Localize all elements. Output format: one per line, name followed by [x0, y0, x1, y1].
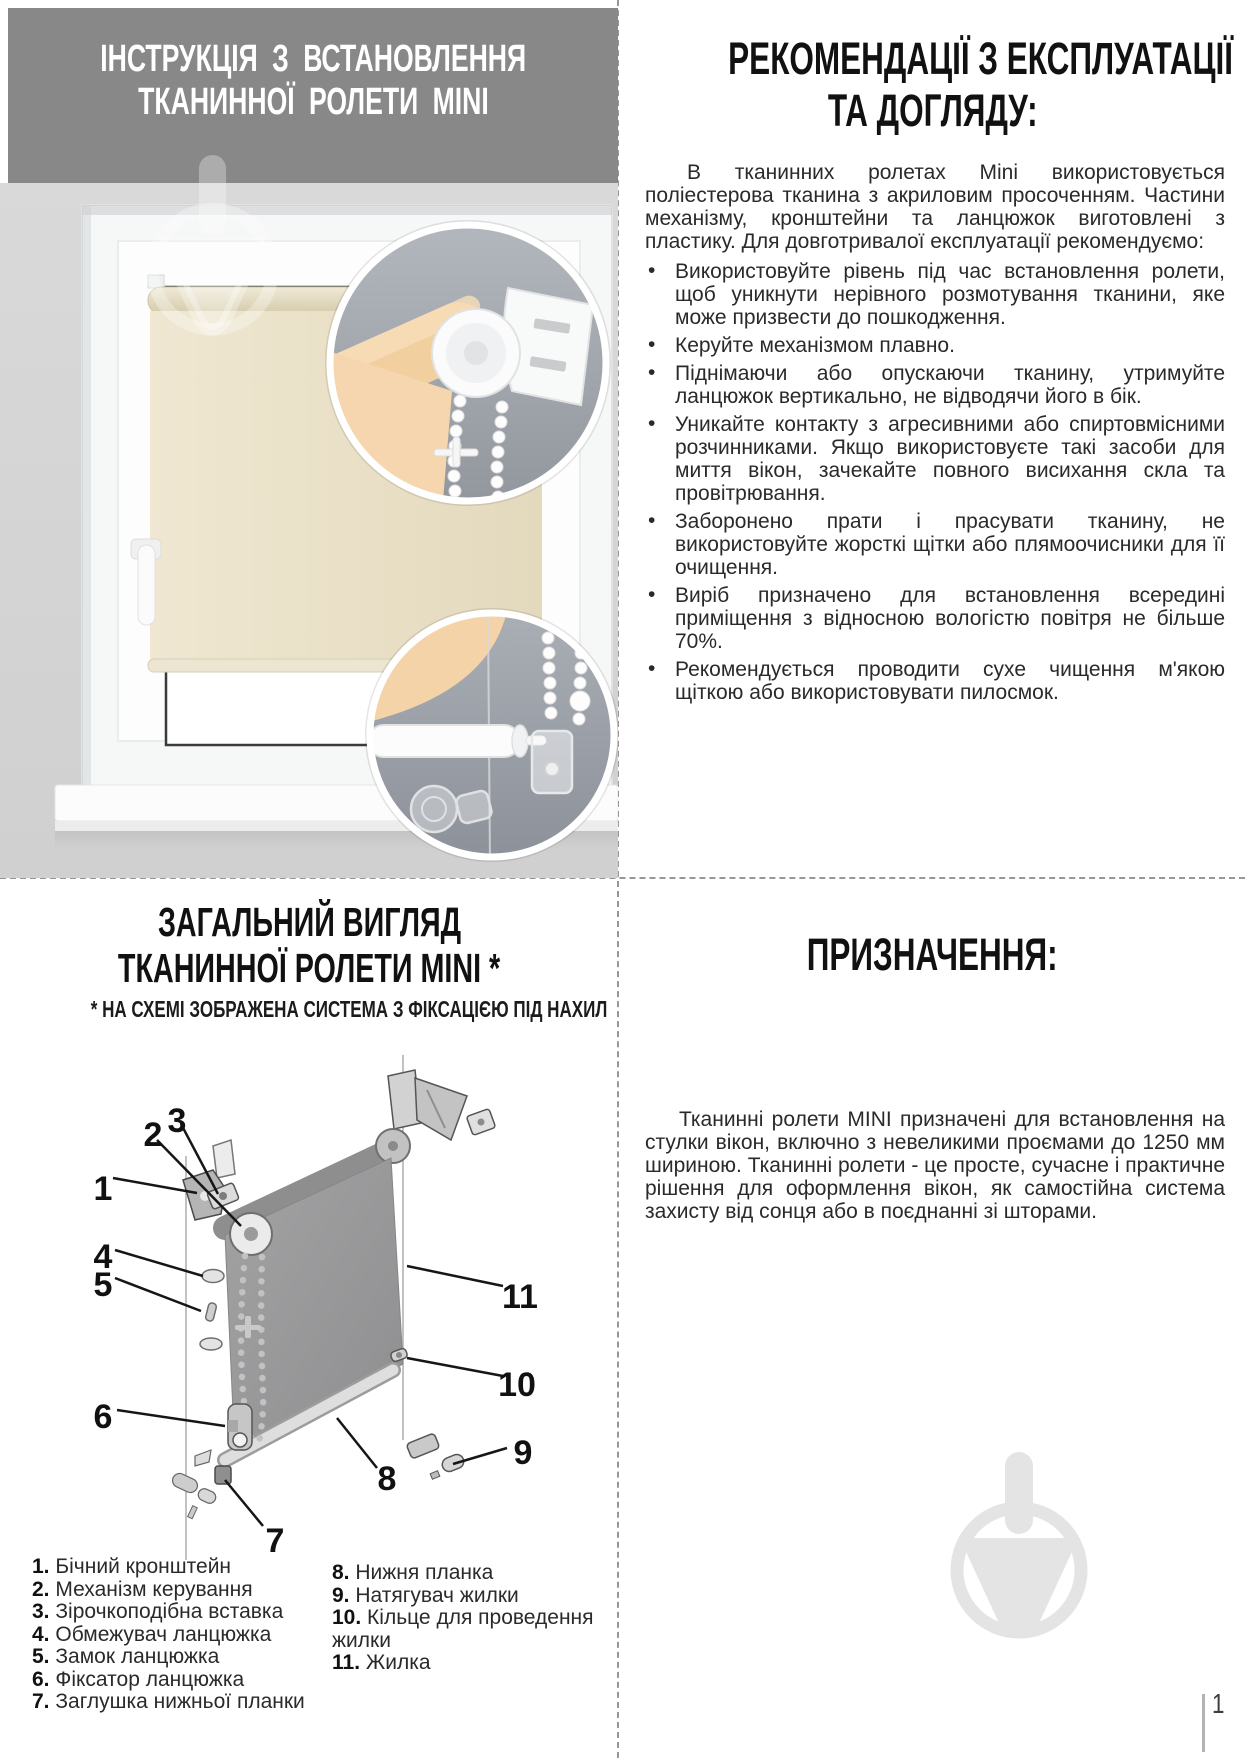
- overview-subtitle-wrap: [0, 996, 618, 1023]
- legend-item: [32, 1624, 328, 1647]
- legend-text: Замок ланцюжка: [55, 1645, 220, 1668]
- install-title-line2-wrap: [8, 81, 618, 124]
- callout-7: 7: [265, 1522, 285, 1560]
- bullet-text: Використовуйте рівень під час встановлення ролети, щоб уникнути нерівного розмотування тканини, яке може призвести до пошкодження.: [675, 259, 1225, 329]
- overview-title-line1-wrap: [0, 900, 618, 946]
- callout-4: 4: [93, 1238, 113, 1276]
- callout-11: 11: [502, 1278, 538, 1316]
- callout-9: 9: [513, 1434, 533, 1472]
- legend-num: 11.: [332, 1651, 361, 1674]
- chain-lock-part: [200, 1302, 222, 1350]
- side-bracket-right: [388, 1070, 496, 1140]
- purpose-title-wrap: [620, 930, 1245, 980]
- legend-num: 5.: [32, 1645, 50, 1668]
- chain-limiter-part: [202, 1270, 224, 1283]
- care-title-line2-wrap: [620, 86, 1245, 136]
- overview-title-line2: ТКАНИННОЇ РОЛЕТИ MINI *: [117, 944, 501, 991]
- callout-5: 5: [93, 1266, 113, 1304]
- bullet-icon: •: [648, 656, 656, 680]
- legend-num: 8.: [332, 1561, 350, 1584]
- general-view-section: [0, 878, 618, 1758]
- legend-item: [332, 1652, 594, 1675]
- bullet-text: Заборонено прати і прасувати тканину, не використовуйте жорсткі щітки або плямоочисники для її очищення.: [675, 509, 1225, 579]
- list-item: [645, 334, 1225, 357]
- care-title-line2: ТА ДОГЛЯДУ:: [827, 85, 1038, 137]
- purpose-paragraph: Тканинні ролети MINI призначені для встановлення на стулки вікон, включно з невеликими проємами до 1250 мм шириною. Тканинні ролети - це просте, сучасне і практичне рішення для оформлення вікон, як самостійна система захисту від сонця або в поєднанні зі шторами.: [645, 1108, 1225, 1224]
- legend-text: Бічний кронштейн: [55, 1555, 232, 1578]
- legend-num: 9.: [332, 1583, 350, 1607]
- list-item: [645, 584, 1225, 653]
- callout-10: 10: [498, 1366, 536, 1404]
- install-title-banner: [8, 8, 618, 183]
- care-title-line1-wrap: [620, 34, 1245, 84]
- bullet-icon: •: [648, 360, 656, 384]
- legend-item: [332, 1607, 594, 1652]
- callout-2: 2: [143, 1116, 163, 1154]
- bullet-text: Рекомендується проводити сухе чищення м'якою щіткою або використовувати пилосмок.: [675, 657, 1225, 704]
- bullet-icon: •: [648, 508, 656, 532]
- care-intro-paragraph: В тканинних ролетах Mini використовується поліестерова тканина з акриловим просоченням. Частини механізму, кронштейни та ланцюжок виготовлені з пластику. Для довготривалої експлуатації рекомендуємо:: [645, 160, 1225, 253]
- legend-item: [32, 1579, 328, 1602]
- legend-item: [32, 1646, 328, 1669]
- legend-item: [32, 1691, 328, 1714]
- legend-num: 1.: [32, 1555, 50, 1578]
- roller-blind-exploded-diagram: [55, 1028, 575, 1568]
- purpose-title: ПРИЗНАЧЕННЯ:: [807, 929, 1058, 980]
- legend-text: Жилка: [365, 1651, 431, 1674]
- callout-8: 8: [377, 1460, 397, 1498]
- callout-3: 3: [167, 1102, 187, 1140]
- legend-item: [32, 1669, 328, 1692]
- overview-title-line1: ЗАГАЛЬНИЙ ВИГЛЯД: [157, 899, 461, 945]
- legend-text: Зірочкоподібна вставка: [55, 1600, 284, 1623]
- list-item: [645, 510, 1225, 579]
- list-item: [645, 260, 1225, 329]
- list-item: [645, 658, 1225, 704]
- list-item: [645, 413, 1225, 505]
- purpose-section: [620, 878, 1245, 1758]
- legend-item: [332, 1562, 594, 1585]
- bottom-bar-inset-photo: [367, 610, 617, 865]
- bottom-bar-plug: [215, 1466, 231, 1484]
- install-title-line1: ІНСТРУКЦІЯ З ВСТАНОВЛЕННЯ: [100, 38, 526, 80]
- window-roller-blind-photo: [0, 183, 618, 878]
- legend-item: [332, 1585, 594, 1608]
- legend-num: 2.: [32, 1577, 50, 1601]
- footer-rule: [1202, 1694, 1205, 1752]
- legend-text: Нижня планка: [355, 1561, 494, 1584]
- chain-fixator-part: [170, 1404, 252, 1519]
- legend-num: 7.: [32, 1690, 50, 1713]
- line-tensioner-parts: [406, 1433, 466, 1479]
- page-number: 1: [1212, 1688, 1225, 1719]
- bullet-text: Виріб призначено для встановлення всередині приміщення з відносною вологістю повітря не більше 70%.: [675, 583, 1225, 653]
- list-item: [645, 362, 1225, 408]
- bullet-icon: •: [648, 332, 656, 356]
- bullet-icon: •: [648, 258, 656, 282]
- overview-title-line2-wrap: [0, 946, 618, 992]
- install-title-line1-wrap: [8, 38, 618, 81]
- parts-legend-left: [32, 1556, 328, 1714]
- overview-subtitle: * НА СХЕМІ ЗОБРАЖЕНА СИСТЕМА З ФІКСАЦІЄЮ ПІД НАХИЛ: [90, 995, 608, 1022]
- bullet-text: Піднімаючи або опускаючи тканину, утримуйте ланцюжок вертикально, не відводячи його в бік.: [675, 361, 1225, 408]
- install-title-line2: ТКАНИННОЇ РОЛЕТИ MINI: [137, 80, 489, 123]
- bullet-text: Керуйте механізмом плавно.: [675, 333, 955, 357]
- bullet-icon: •: [648, 582, 656, 606]
- legend-text: Механізм керування: [55, 1577, 253, 1601]
- callout-1: 1: [93, 1170, 113, 1208]
- care-title-line1: РЕКОМЕНДАЦІЇ З ЕКСПЛУАТАЦІЇ: [728, 33, 1233, 84]
- bullet-icon: •: [648, 411, 656, 435]
- legend-num: 4.: [32, 1622, 50, 1646]
- legend-text: Натягувач жилки: [355, 1583, 519, 1607]
- callout-6: 6: [93, 1398, 113, 1436]
- legend-num: 10.: [332, 1606, 362, 1629]
- legend-text: Фіксатор ланцюжка: [55, 1667, 245, 1691]
- care-recommendations-section: [620, 0, 1245, 878]
- bullet-text: Уникайте контакту з агресивними або спиртовмісними розчинниками. Якщо використовуєте такі засоби для миття вікон, зачекайте повного висихання скла та провітрювання.: [675, 412, 1225, 505]
- legend-num: 3.: [32, 1600, 50, 1623]
- legend-text: Заглушка нижньої планки: [55, 1690, 305, 1713]
- legend-item: [32, 1556, 328, 1579]
- legend-text: Кільце для проведення жилки: [332, 1606, 594, 1652]
- parts-legend-right: [332, 1562, 594, 1675]
- legend-item: [32, 1601, 328, 1624]
- care-bullet-list: [645, 260, 1225, 704]
- legend-num: 6.: [32, 1667, 50, 1691]
- legend-text: Обмежувач ланцюжка: [55, 1622, 272, 1646]
